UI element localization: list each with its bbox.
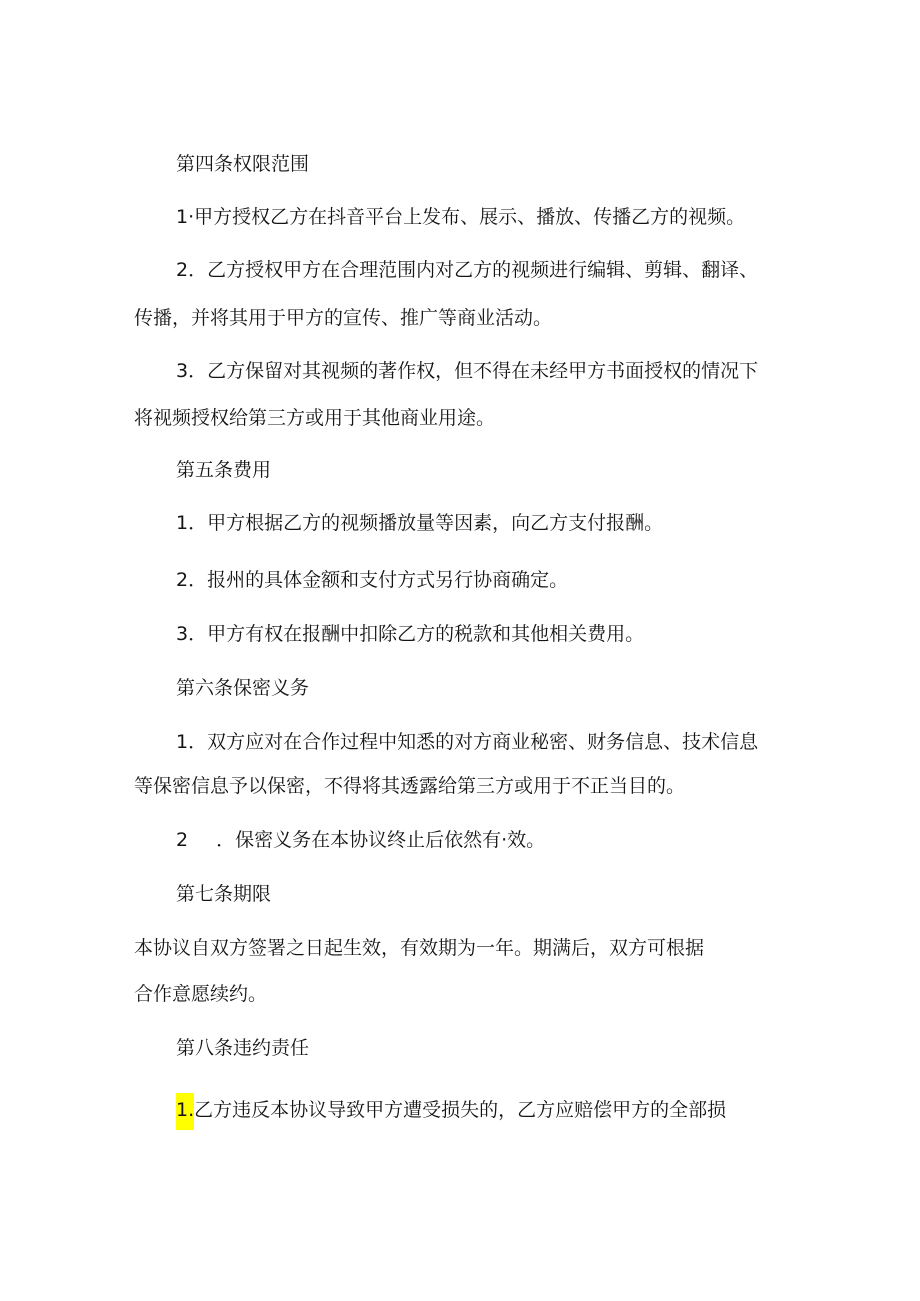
section-4-clause-2-line-2: 传播，并将其用于甲方的宣传、推广等商业活动。 [134,307,553,329]
section-4-clause-3-line-1: 3．乙方保留对其视频的著作权，但不得在未经甲方书面授权的情况下 [176,360,759,382]
section-6-clause-1-line-2: 等保密信息予以保密，不得将其透露给第三方或用于不正当目的。 [134,775,686,797]
section-6-clause-2 [176,828,545,852]
clause-text: 乙方违反本协议导致甲方遭受损失的，乙方应赔偿甲方的全部损 [194,1099,727,1121]
section-6-clause-1-line-1: 1．双方应对在合作过程中知悉的对方商业秘密、财务信息、技术信息 [176,731,759,753]
section-4-clause-2-line-1: 2．乙方授权甲方在合理范围内对乙方的视频进行编辑、剪辑、翻译、 [176,259,759,281]
section-8-clause-1 [176,1093,726,1130]
section-6-heading: 第六条保密义务 [176,677,310,699]
section-5-clause-3: 3．甲方有权在报酬中扣除乙方的税款和其他相关费用。 [176,623,645,645]
section-7-text-line-1: 本协议自双方签署之日起生效，有效期为一年。期满后，双方可根据 [134,937,705,959]
section-7-heading: 第七条期限 [176,883,272,905]
section-4-heading: 第四条权限范围 [176,153,310,175]
section-5-heading: 第五条费用 [176,459,272,481]
section-8-heading: 第八条违约责任 [176,1037,310,1059]
section-5-clause-2: 2．报州的具体金额和支付方式另行协商确定。 [176,569,569,591]
clause-number: 2 [176,829,189,851]
highlighted-clause-number: 1. [176,1093,194,1130]
section-7-text-line-2: 合作意愿续约。 [134,983,268,1005]
clause-text: ．保密义务在本协议终止后依然有·效。 [216,829,546,851]
section-4-clause-3-line-2: 将视频授权给第三方或用于其他商业用途。 [134,407,496,429]
section-4-clause-1: 1·甲方授权乙方在抖音平台上发布、展示、播放、传播乙方的视频。 [176,206,746,228]
section-5-clause-1: 1．甲方根据乙方的视频播放量等因素，向乙方支付报酬。 [176,512,664,534]
